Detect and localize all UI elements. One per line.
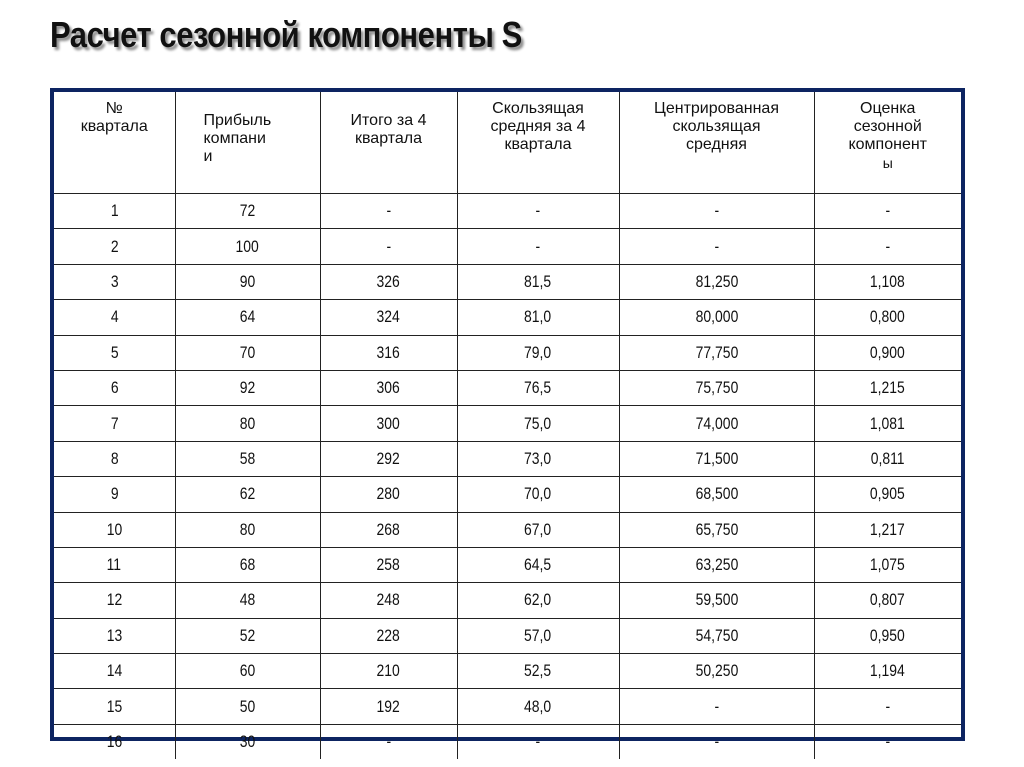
cell-moving-average: - bbox=[457, 229, 619, 264]
cell-profit: 50 bbox=[175, 689, 320, 724]
table-row bbox=[54, 300, 961, 335]
table-row bbox=[54, 406, 961, 441]
cell-quarter-number: 11 bbox=[54, 547, 175, 582]
cell-moving-average: 62,0 bbox=[457, 583, 619, 618]
cell-total-4q: 192 bbox=[320, 689, 457, 724]
header-seasonal-estimate: Оценка сезонной компонент ы bbox=[814, 92, 961, 194]
seasonal-component-table bbox=[50, 88, 965, 752]
table-row bbox=[54, 441, 961, 476]
cell-centered-moving-average: 71,500 bbox=[619, 441, 814, 476]
cell-quarter-number: 14 bbox=[54, 654, 175, 689]
cell-centered-moving-average: 54,750 bbox=[619, 618, 814, 653]
cell-total-4q: 258 bbox=[320, 547, 457, 582]
cell-seasonal-estimate: - bbox=[814, 724, 961, 759]
cell-total-4q: 306 bbox=[320, 370, 457, 405]
data-table bbox=[54, 92, 961, 759]
cell-moving-average: 67,0 bbox=[457, 512, 619, 547]
cell-total-4q: 210 bbox=[320, 654, 457, 689]
cell-centered-moving-average: 77,750 bbox=[619, 335, 814, 370]
header-moving-average: Скользящая средняя за 4 квартала bbox=[457, 92, 619, 194]
cell-quarter-number: 16 bbox=[54, 724, 175, 759]
cell-moving-average: 57,0 bbox=[457, 618, 619, 653]
cell-profit: 80 bbox=[175, 406, 320, 441]
table-row bbox=[54, 477, 961, 512]
cell-seasonal-estimate: 1,081 bbox=[814, 406, 961, 441]
cell-moving-average: 70,0 bbox=[457, 477, 619, 512]
cell-total-4q: 248 bbox=[320, 583, 457, 618]
cell-quarter-number: 15 bbox=[54, 689, 175, 724]
cell-seasonal-estimate: 0,811 bbox=[814, 441, 961, 476]
cell-quarter-number: 5 bbox=[54, 335, 175, 370]
cell-centered-moving-average: - bbox=[619, 689, 814, 724]
table-row bbox=[54, 724, 961, 759]
table-row bbox=[54, 618, 961, 653]
cell-moving-average: 48,0 bbox=[457, 689, 619, 724]
cell-quarter-number: 7 bbox=[54, 406, 175, 441]
cell-profit: 60 bbox=[175, 654, 320, 689]
cell-seasonal-estimate: 1,108 bbox=[814, 264, 961, 299]
cell-seasonal-estimate: 0,807 bbox=[814, 583, 961, 618]
cell-profit: 100 bbox=[175, 229, 320, 264]
cell-seasonal-estimate: - bbox=[814, 194, 961, 229]
header-centered-moving-average: Центрированная скользящая средняя bbox=[619, 92, 814, 194]
table-row bbox=[54, 547, 961, 582]
cell-total-4q: 324 bbox=[320, 300, 457, 335]
cell-profit: 62 bbox=[175, 477, 320, 512]
cell-seasonal-estimate: 1,075 bbox=[814, 547, 961, 582]
cell-centered-moving-average: 59,500 bbox=[619, 583, 814, 618]
cell-profit: 30 bbox=[175, 724, 320, 759]
cell-quarter-number: 3 bbox=[54, 264, 175, 299]
cell-total-4q: - bbox=[320, 229, 457, 264]
cell-quarter-number: 13 bbox=[54, 618, 175, 653]
cell-seasonal-estimate: 1,215 bbox=[814, 370, 961, 405]
cell-centered-moving-average: - bbox=[619, 194, 814, 229]
cell-quarter-number: 2 bbox=[54, 229, 175, 264]
table-row bbox=[54, 583, 961, 618]
table-body bbox=[54, 194, 961, 760]
cell-centered-moving-average: - bbox=[619, 229, 814, 264]
cell-moving-average: - bbox=[457, 194, 619, 229]
cell-total-4q: - bbox=[320, 724, 457, 759]
cell-seasonal-estimate: - bbox=[814, 689, 961, 724]
cell-moving-average: 75,0 bbox=[457, 406, 619, 441]
cell-profit: 58 bbox=[175, 441, 320, 476]
cell-total-4q: 268 bbox=[320, 512, 457, 547]
cell-moving-average: 52,5 bbox=[457, 654, 619, 689]
cell-quarter-number: 12 bbox=[54, 583, 175, 618]
cell-profit: 48 bbox=[175, 583, 320, 618]
cell-profit: 64 bbox=[175, 300, 320, 335]
cell-profit: 72 bbox=[175, 194, 320, 229]
cell-total-4q: 316 bbox=[320, 335, 457, 370]
cell-centered-moving-average: 74,000 bbox=[619, 406, 814, 441]
cell-centered-moving-average: 80,000 bbox=[619, 300, 814, 335]
cell-moving-average: 79,0 bbox=[457, 335, 619, 370]
header-company-profit: Прибыль компани и bbox=[175, 92, 320, 194]
cell-centered-moving-average: 50,250 bbox=[619, 654, 814, 689]
table-row bbox=[54, 689, 961, 724]
cell-centered-moving-average: 75,750 bbox=[619, 370, 814, 405]
cell-seasonal-estimate: 0,905 bbox=[814, 477, 961, 512]
cell-centered-moving-average: 65,750 bbox=[619, 512, 814, 547]
cell-seasonal-estimate: 1,217 bbox=[814, 512, 961, 547]
cell-total-4q: 292 bbox=[320, 441, 457, 476]
cell-quarter-number: 9 bbox=[54, 477, 175, 512]
cell-profit: 68 bbox=[175, 547, 320, 582]
cell-quarter-number: 1 bbox=[54, 194, 175, 229]
cell-profit: 80 bbox=[175, 512, 320, 547]
cell-moving-average: 81,5 bbox=[457, 264, 619, 299]
cell-profit: 52 bbox=[175, 618, 320, 653]
header-quarter-number: № квартала bbox=[54, 92, 175, 194]
cell-seasonal-estimate: 0,900 bbox=[814, 335, 961, 370]
cell-moving-average: 64,5 bbox=[457, 547, 619, 582]
table-row bbox=[54, 229, 961, 264]
cell-profit: 92 bbox=[175, 370, 320, 405]
cell-centered-moving-average: 68,500 bbox=[619, 477, 814, 512]
table-row bbox=[54, 654, 961, 689]
header-total-4-quarters: Итого за 4 квартала bbox=[320, 92, 457, 194]
cell-moving-average: 76,5 bbox=[457, 370, 619, 405]
cell-centered-moving-average: 81,250 bbox=[619, 264, 814, 299]
cell-centered-moving-average: 63,250 bbox=[619, 547, 814, 582]
cell-seasonal-estimate: 0,950 bbox=[814, 618, 961, 653]
cell-seasonal-estimate: - bbox=[814, 229, 961, 264]
cell-moving-average: - bbox=[457, 724, 619, 759]
cell-quarter-number: 10 bbox=[54, 512, 175, 547]
cell-profit: 90 bbox=[175, 264, 320, 299]
cell-quarter-number: 8 bbox=[54, 441, 175, 476]
cell-seasonal-estimate: 1,194 bbox=[814, 654, 961, 689]
table-row bbox=[54, 512, 961, 547]
cell-total-4q: 300 bbox=[320, 406, 457, 441]
cell-quarter-number: 6 bbox=[54, 370, 175, 405]
cell-moving-average: 73,0 bbox=[457, 441, 619, 476]
cell-total-4q: - bbox=[320, 194, 457, 229]
cell-centered-moving-average: - bbox=[619, 724, 814, 759]
cell-total-4q: 228 bbox=[320, 618, 457, 653]
cell-quarter-number: 4 bbox=[54, 300, 175, 335]
cell-profit: 70 bbox=[175, 335, 320, 370]
page-title: Расчет сезонной компоненты S bbox=[50, 14, 522, 55]
table-row bbox=[54, 194, 961, 229]
cell-seasonal-estimate: 0,800 bbox=[814, 300, 961, 335]
cell-total-4q: 280 bbox=[320, 477, 457, 512]
table-row bbox=[54, 335, 961, 370]
header-row bbox=[54, 92, 961, 194]
table-row bbox=[54, 370, 961, 405]
cell-total-4q: 326 bbox=[320, 264, 457, 299]
table-row bbox=[54, 264, 961, 299]
cell-moving-average: 81,0 bbox=[457, 300, 619, 335]
